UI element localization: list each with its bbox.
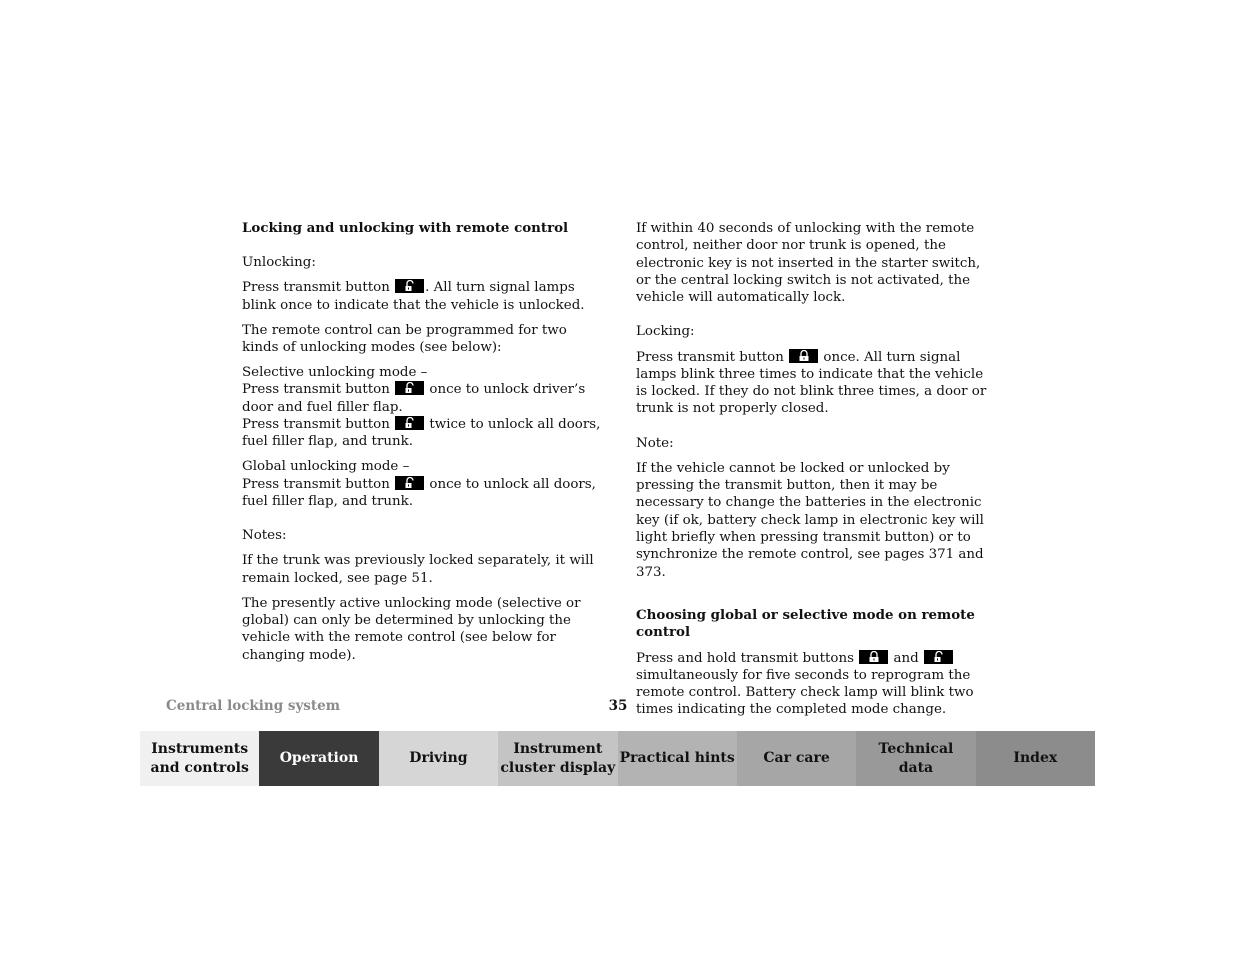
tab-operation[interactable]: Operation — [259, 731, 378, 786]
section-title: Central locking system — [166, 698, 341, 714]
right-column — [636, 220, 998, 727]
mode-heading: Choosing global or selective mode on remote control — [636, 606, 975, 641]
lock-paragraph: Press transmit button once. All turn signal lamps blink three times to indicate that the vehicle is locked. If they do not blink three times, a door or trunk is not properly closed. — [636, 349, 987, 417]
section-heading: Locking and unlocking with remote control — [242, 220, 569, 236]
unlock-paragraph: Press transmit button . All turn signal lamps blink once to indicate that the vehicle is unlocked. — [242, 280, 585, 313]
unlock-button-icon — [395, 416, 424, 430]
tab-car-care[interactable]: Car care — [737, 731, 856, 786]
page-number: 35 — [608, 698, 628, 714]
lock-button-icon — [859, 650, 888, 664]
notes-label: Notes: — [242, 528, 287, 544]
global-paragraph: Global unlocking mode – Press transmit button once to unlock all doors, fuel filler flap, and trunk. — [242, 459, 596, 510]
tab-instrument-cluster-display[interactable]: Instrument cluster display — [498, 731, 617, 786]
locking-label: Locking: — [636, 324, 695, 340]
auto-lock-paragraph: If within 40 seconds of unlocking with the remote control, neither door nor trunk is opened, the electronic key is not inserted in the starter switch, or the central locking switch is not activated, the vehicle will automatically lock. — [636, 221, 981, 306]
note-mode: The presently active unlocking mode (selective or global) can only be determined by unlocking the vehicle with the remote control (see below for changing mode). — [242, 595, 581, 663]
battery-note: If the vehicle cannot be locked or unlocked by pressing the transmit button, then it may be necessary to change the batteries in the electronic key (if ok, battery check lamp in electronic key will light briefly when pressing transmit button) or to synchronize the remote control, see pages 371 and 373. — [636, 460, 984, 580]
unlock-button-icon — [395, 381, 424, 395]
unlock-button-icon — [395, 476, 424, 490]
left-column — [242, 220, 604, 672]
unlock-button-icon — [924, 650, 953, 664]
selective-paragraph: Selective unlocking mode – Press transmit button once to unlock driver’s door and fuel filler flap. Press transmit button twice to unlock all doors, fuel filler flap, and trunk. — [242, 365, 601, 450]
modes-paragraph: The remote control can be programmed for two kinds of unlocking modes (see below): — [242, 322, 567, 356]
tab-instruments-and-controls[interactable]: Instruments and controls — [140, 731, 259, 786]
chapter-nav — [140, 731, 1095, 786]
unlock-button-icon — [395, 279, 424, 293]
tab-driving[interactable]: Driving — [379, 731, 498, 786]
tab-index[interactable]: Index — [976, 731, 1095, 786]
tab-technical-data[interactable]: Technical data — [856, 731, 975, 786]
lock-button-icon — [789, 349, 818, 363]
unlocking-label: Unlocking: — [242, 255, 316, 271]
note-label: Note: — [636, 435, 674, 451]
tab-practical-hints[interactable]: Practical hints — [618, 731, 737, 786]
choose-mode-paragraph: Press and hold transmit buttons and simultaneously for five seconds to reprogram the remote control. Battery check lamp will blink two times indicating the completed mode change. — [636, 650, 974, 718]
note-trunk: If the trunk was previously locked separately, it will remain locked, see page 51. — [242, 553, 594, 586]
